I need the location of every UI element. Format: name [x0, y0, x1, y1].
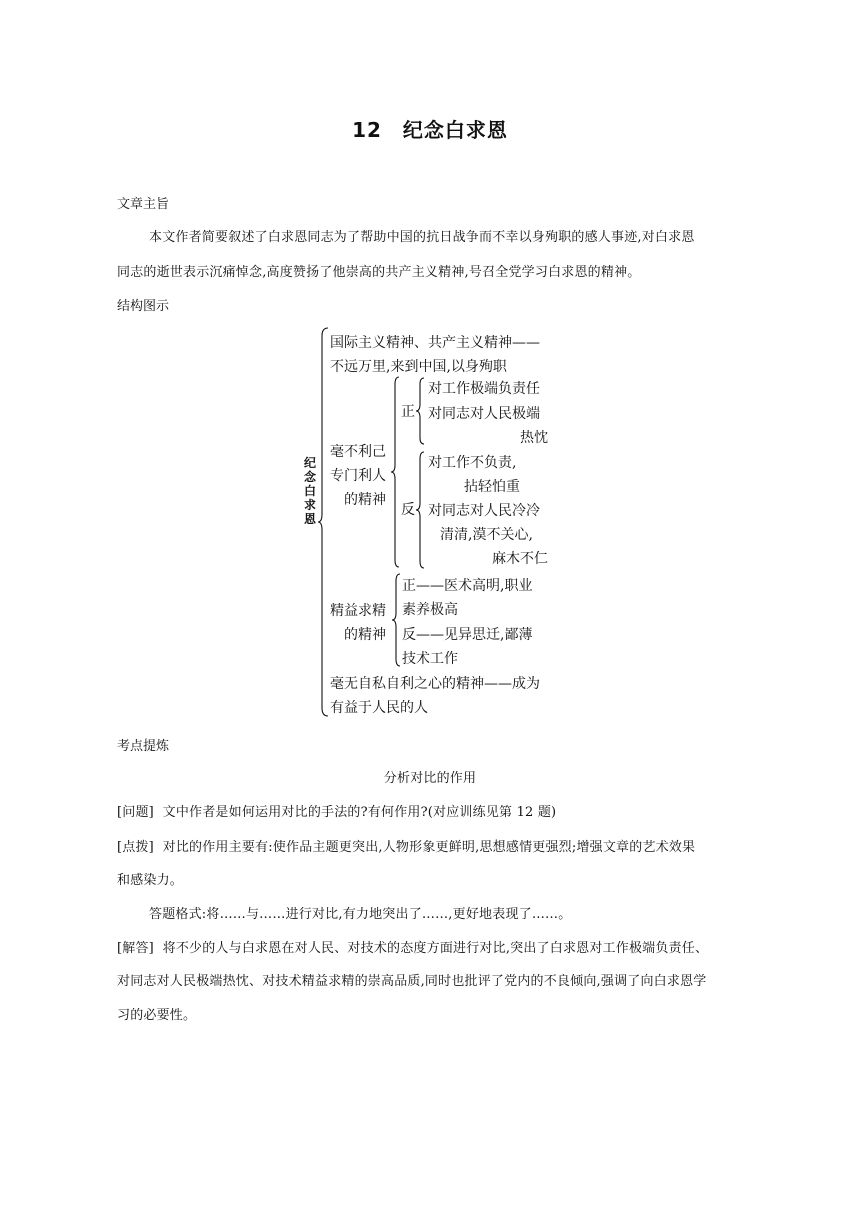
branch2-label-3: 的精神: [344, 492, 386, 508]
main-brace: [318, 328, 330, 716]
branch2-positive-brace: [415, 378, 425, 444]
hint-line-1: 对比的作用主要有:使作品主题更突出,人物形象更鲜明,思想感情更强烈;增强文章的艺术效果: [162, 840, 696, 855]
branch3-item-4: 技术工作: [402, 651, 458, 667]
branch2-brace: [390, 377, 400, 567]
theme-line-2: 同志的逝世表示沉痛悼念,高度赞扬了他崇高的共产主义精神,号召全党学习白求恩的精神。: [117, 265, 641, 280]
hint-line-2: 和感染力。: [117, 873, 184, 888]
question-row: [117, 801, 556, 820]
question-tag: [问题]: [117, 805, 154, 820]
answer-format: 答题格式:将……与……进行对比,有力地突出了……,更好地表现了……。: [149, 907, 572, 922]
branch3-label-2: 的精神: [344, 627, 386, 643]
theme-line-1: 本文作者简要叙述了白求恩同志为了帮助中国的抗日战争而不幸以身殉职的感人事迹,对白求恩: [149, 230, 695, 245]
question-text: 文中作者是如何运用对比的手法的?有何作用?(对应训练见第 12 题): [162, 805, 557, 820]
branch4-line-2: 有益于人民的人: [330, 700, 428, 716]
negative-item-5: 麻木不仁: [492, 551, 548, 567]
answer-line-1: 将不少的人与白求恩在对人民、对技术的态度方面进行对比,突出了白求恩对工作极端负责任、: [162, 941, 709, 956]
branch3-brace: [391, 574, 401, 666]
section-heading-theme: 文章主旨: [117, 197, 170, 212]
branch1-line-1: 国际主义精神、共产主义精神——: [330, 335, 540, 351]
answer-row: [117, 937, 708, 956]
answer-tag: [解答]: [117, 941, 154, 956]
branch2-positive-label: 正: [401, 404, 415, 420]
branch2-negative-label: 反: [401, 502, 415, 518]
negative-item-2: 拈轻怕重: [464, 479, 520, 495]
negative-item-3: 对同志对人民冷冷: [428, 503, 540, 519]
branch2-label-2: 专门利人: [330, 468, 386, 484]
positive-item-2: 对同志对人民极端: [428, 406, 540, 422]
branch4-line-1: 毫无自私自利之心的精神——成为: [330, 676, 540, 692]
branch3-item-1: 正——医术高明,职业: [402, 578, 533, 594]
branch1-line-2: 不远万里,来到中国,以身殉职: [330, 359, 507, 375]
section-heading-points: 考点提炼: [117, 739, 170, 754]
section-heading-structure: 结构图示: [117, 299, 170, 314]
branch3-item-2: 素养极高: [402, 602, 458, 618]
branch3-label-1: 精益求精: [330, 603, 386, 619]
page-title: 12 纪念白求恩: [352, 118, 508, 142]
answer-line-2: 对同志对人民极端热忱、对技术精益求精的崇高品质,同时也批评了党内的不良倾向,强调了向白求恩学: [117, 974, 707, 989]
branch2-negative-brace: [415, 452, 425, 568]
positive-item-3: 热忱: [520, 430, 548, 446]
branch2-label-1: 毫不利己: [330, 444, 386, 460]
diagram-root-label: 纪念白求恩: [303, 456, 316, 526]
negative-item-1: 对工作不负责,: [428, 455, 517, 471]
hint-row: [117, 836, 695, 855]
branch3-item-3: 反——见异思迁,鄙薄: [402, 627, 533, 643]
answer-line-3: 习的必要性。: [117, 1008, 197, 1023]
hint-tag: [点拨]: [117, 840, 154, 855]
negative-item-4: 清清,漠不关心,: [440, 527, 533, 543]
points-subtitle: 分析对比的作用: [383, 771, 477, 786]
positive-item-1: 对工作极端负责任: [428, 381, 540, 397]
